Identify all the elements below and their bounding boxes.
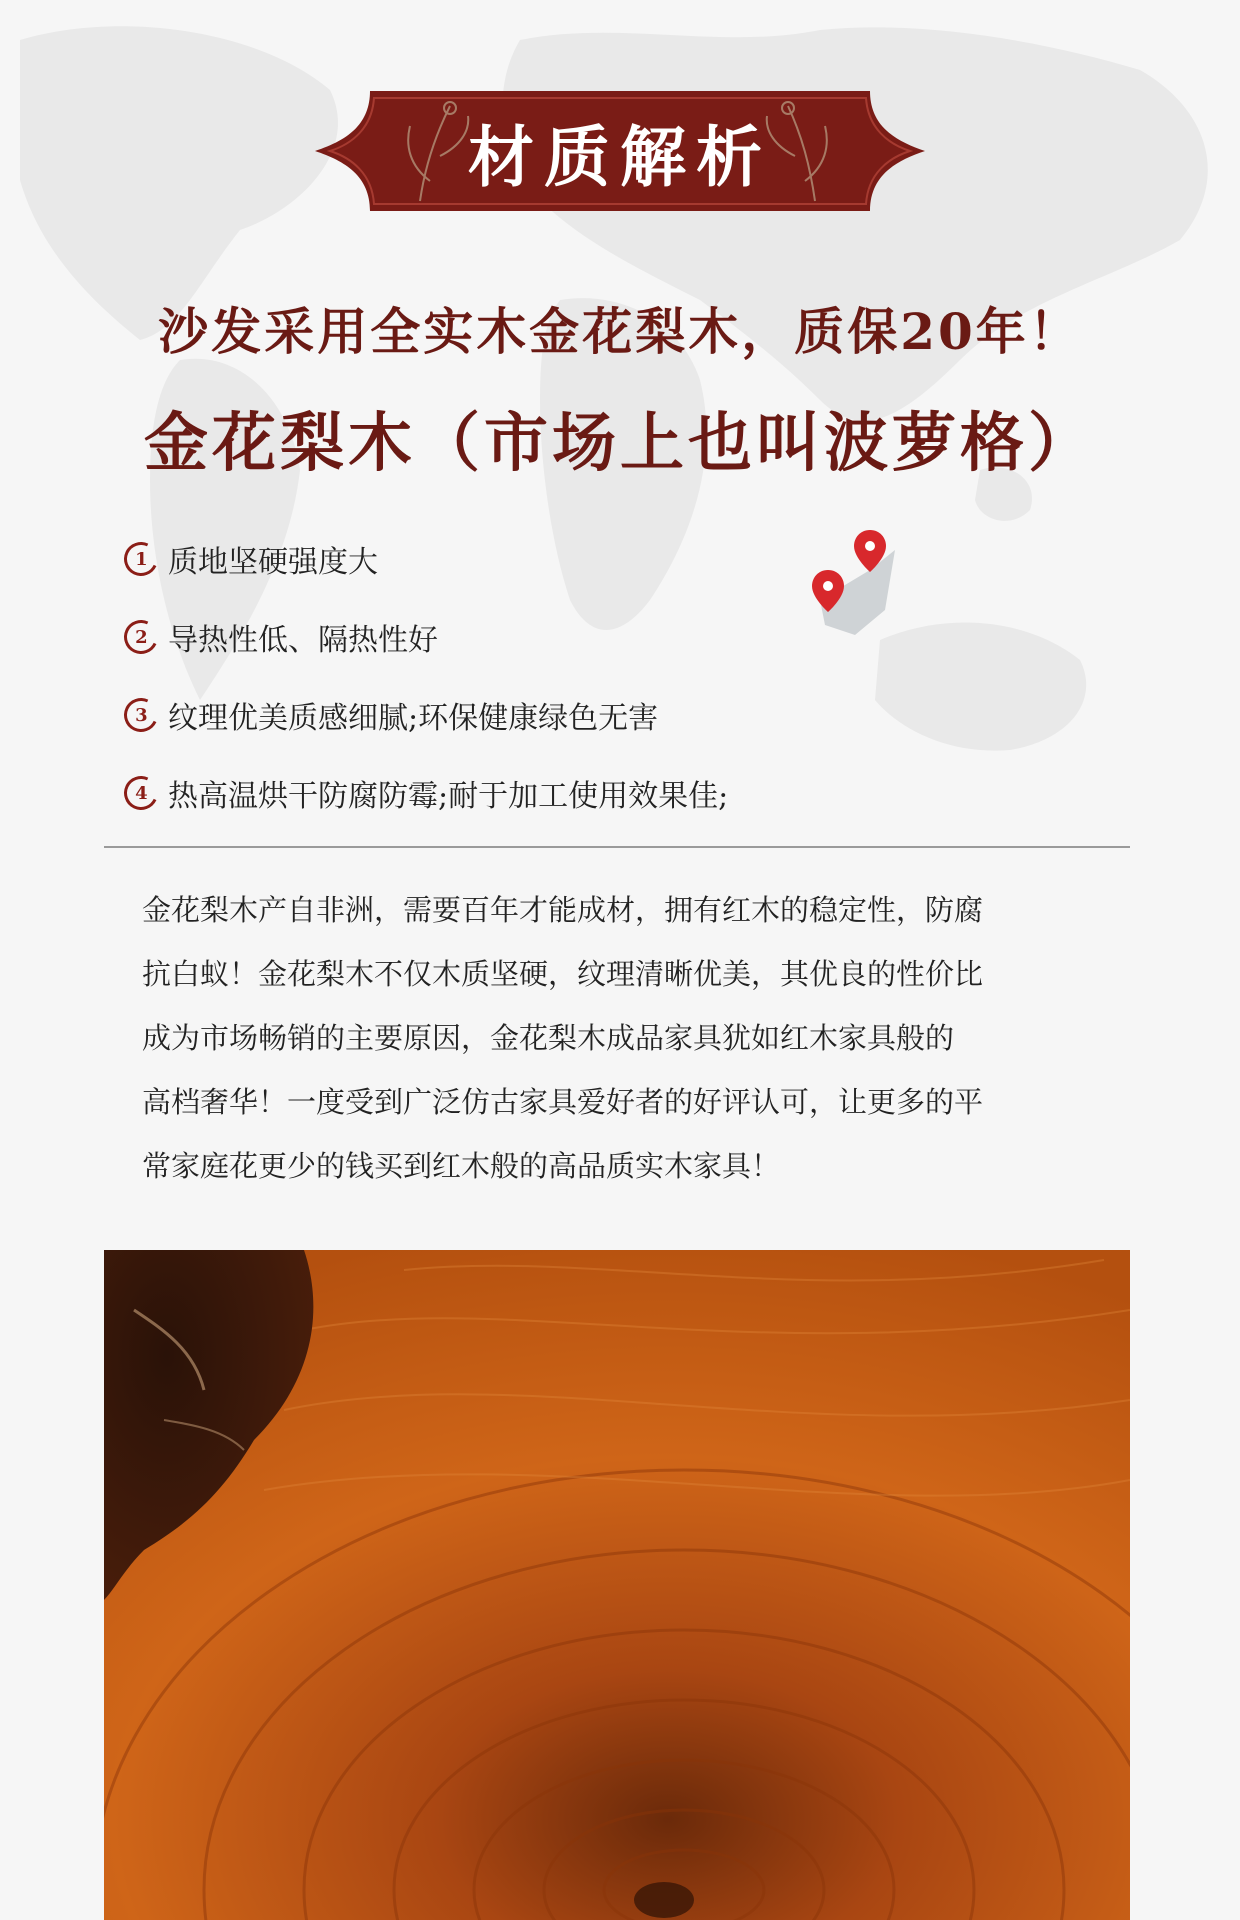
section-divider xyxy=(104,846,1130,848)
number-badge-icon: 3 xyxy=(119,693,163,737)
feature-text: 导热性低、隔热性好 xyxy=(168,623,438,658)
map-pin-icon xyxy=(800,530,900,640)
feature-item xyxy=(124,754,884,832)
number-badge-icon: 4 xyxy=(119,771,163,815)
description-line: 金花梨木产自非洲，需要百年才能成材，拥有红木的稳定性，防腐 xyxy=(142,893,984,927)
description-line: 常家庭花更少的钱买到红木般的高品质实木家具！ xyxy=(142,1149,781,1183)
feature-text: 热高温烘干防腐防霉;耐于加工使用效果佳; xyxy=(168,779,729,814)
feature-list xyxy=(124,520,884,832)
feature-text: 纹理优美质感细腻;环保健康绿色无害 xyxy=(168,701,659,736)
number-badge-icon: 1 xyxy=(119,537,163,581)
banner-title: 材质解析 xyxy=(468,117,772,196)
headline-wood-name: 金花梨木（市场上也叫波萝格） xyxy=(144,406,1096,481)
number-badge-icon: 2 xyxy=(119,615,163,659)
description-paragraph xyxy=(142,878,1102,1198)
wood-grain-photo xyxy=(104,1250,1130,1920)
feature-item xyxy=(124,520,884,598)
feature-item xyxy=(124,676,884,754)
description-line: 高档奢华！一度受到广泛仿古家具爱好者的好评认可，让更多的平 xyxy=(142,1085,984,1119)
headline-warranty: 沙发采用全实木金花梨木，质保20年！ xyxy=(158,302,1082,361)
feature-item xyxy=(124,598,884,676)
feature-text: 质地坚硬强度大 xyxy=(168,545,378,580)
description-line: 成为市场畅销的主要原因，金花梨木成品家具犹如红木家具般的 xyxy=(142,1021,955,1055)
description-line: 抗白蚁！金花梨木不仅木质坚硬，纹理清晰优美，其优良的性价比 xyxy=(142,957,984,991)
